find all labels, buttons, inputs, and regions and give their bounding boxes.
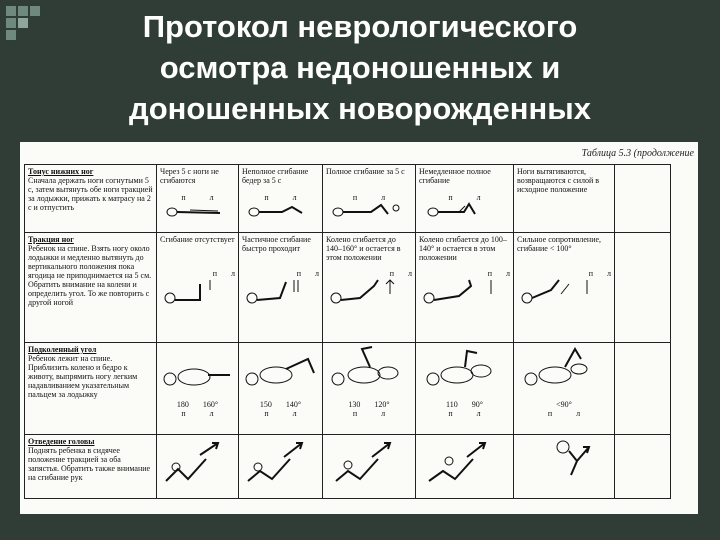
score-cell	[514, 343, 615, 435]
leg-label-left: л	[292, 409, 297, 418]
score-cell	[416, 435, 514, 499]
head-lag-figure	[517, 437, 609, 489]
head-lag-figure	[160, 437, 234, 489]
leg-label-left: л	[408, 269, 412, 278]
score-cell	[514, 233, 615, 343]
test-description: Поднять ребенка в сидячее положение тракцией за оба запястья. Обратить также внимание на сгибание рук	[28, 446, 151, 482]
leg-label-left: л	[209, 409, 214, 418]
infant-posture-figure	[160, 278, 234, 308]
score-cell	[157, 435, 239, 499]
score-cell	[514, 435, 615, 499]
angle-value: 120°	[374, 400, 390, 409]
angle-value: 160°	[202, 400, 219, 409]
infant-posture-figure	[517, 278, 607, 308]
leg-label-left: л	[576, 409, 581, 418]
slide-title-line: осмотра недоношенных и	[159, 50, 561, 85]
test-description-cell	[25, 165, 157, 233]
head-lag-figure	[326, 437, 410, 489]
test-title: Отведение головы	[28, 437, 95, 446]
table-row	[25, 435, 671, 499]
score-cell	[323, 165, 416, 233]
score-cell	[157, 165, 239, 233]
test-description: Ребенок на спине. Взять ногу около лодыжки и медленно вытянуть до вертикального положения пока ягодица не приподнимается на 5 см. Обратить внимание на колени и определить угол. То же повторить с другой ногой	[28, 244, 152, 307]
table-row	[25, 165, 671, 233]
leg-label-right: п	[547, 409, 553, 418]
empty-cell	[615, 233, 671, 343]
test-title: Тракция ног	[28, 235, 74, 244]
leg-label-right: п	[181, 193, 186, 202]
leg-label-left: л	[506, 269, 510, 278]
empty-cell	[615, 165, 671, 233]
slide-title-line: Протокол неврологического	[142, 9, 578, 44]
score-cell	[323, 233, 416, 343]
test-description: Сначала держать ноги согнутыми 5 с, затем вытянуть обе ноги тракцией за лодыжки, прижать к матрасу на 2 с и отпустить	[28, 176, 153, 212]
leg-label-right: п	[448, 193, 453, 202]
score-text: Немедленное полное сгибание	[419, 167, 491, 185]
infant-posture-figure	[419, 278, 509, 308]
test-description-cell	[25, 233, 157, 343]
score-text: Полное сгибание за 5 с	[326, 167, 405, 176]
table-row	[25, 233, 671, 343]
leg-label-right: п	[389, 269, 394, 278]
score-text: Частичное сгибание быстро проходит	[242, 235, 311, 253]
leg-label-left: л	[381, 193, 386, 202]
angle-value: 110	[446, 400, 458, 409]
score-cell	[239, 343, 323, 435]
angle-value: 130	[348, 400, 361, 409]
head-lag-figure	[419, 437, 509, 489]
test-description-cell	[25, 343, 157, 435]
slide-title-line: доношенных новорожденных	[129, 91, 591, 126]
popliteal-angle-figure	[517, 345, 609, 397]
leg-label-right: п	[264, 409, 269, 418]
popliteal-angle-figure	[242, 345, 318, 397]
leg-label-right: п	[264, 193, 269, 202]
angle-value: 150	[259, 400, 272, 409]
leg-label-left: л	[315, 269, 319, 278]
popliteal-angle-figure	[326, 345, 410, 397]
infant-posture-figure	[242, 202, 312, 220]
leg-label-left: л	[209, 193, 214, 202]
test-title: Подколенный угол	[28, 345, 97, 354]
score-text: Колено сгибается до 140–160° и остается в этом положении	[326, 235, 401, 262]
test-description-cell	[25, 435, 157, 499]
score-cell	[514, 165, 615, 233]
leg-label-right: п	[448, 409, 453, 418]
popliteal-angle-figure	[160, 345, 234, 397]
infant-posture-figure	[326, 202, 406, 220]
leg-label-right: п	[181, 409, 186, 418]
empty-cell	[615, 435, 671, 499]
leg-label-left: л	[381, 409, 386, 418]
leg-label-right: п	[352, 193, 358, 202]
infant-posture-figure	[419, 202, 499, 220]
infant-posture-figure	[242, 278, 318, 308]
score-text: Неполное сгибание бедер за 5 с	[242, 167, 309, 185]
score-text: Колено сгибается до 100–140° и остается в этом положении	[419, 235, 507, 262]
head-lag-figure	[242, 437, 318, 489]
table-row	[25, 343, 671, 435]
popliteal-angle-figure	[419, 345, 509, 397]
slide-title	[60, 6, 660, 129]
score-cell	[416, 165, 514, 233]
leg-label-left: л	[476, 193, 481, 202]
leg-label-left: л	[476, 409, 481, 418]
score-text: Сгибание отсутствует	[160, 235, 235, 244]
leg-label-right: п	[352, 409, 358, 418]
score-cell	[157, 343, 239, 435]
angle-value: <90°	[556, 400, 572, 409]
leg-label-left: л	[607, 269, 611, 278]
score-cell	[323, 435, 416, 499]
leg-label-right: п	[212, 269, 217, 278]
score-cell	[416, 343, 514, 435]
angle-value: 180	[176, 400, 189, 409]
score-cell	[416, 233, 514, 343]
neuro-exam-table	[24, 164, 671, 499]
score-cell	[157, 233, 239, 343]
leg-label-left: л	[231, 269, 235, 278]
score-text: Сильное сопротивление, сгибание < 100°	[517, 235, 602, 253]
leg-label-left: л	[292, 193, 297, 202]
empty-cell	[615, 343, 671, 435]
leg-label-right: п	[487, 269, 492, 278]
score-cell	[239, 165, 323, 233]
angle-value: 140°	[285, 400, 302, 409]
score-cell	[323, 343, 416, 435]
score-text: Ноги вытягиваются, возвращаются с силой в исходное положение	[517, 167, 600, 194]
leg-label-right: п	[588, 269, 593, 278]
test-title: Тонус нижних ног	[28, 167, 94, 176]
infant-posture-figure	[160, 202, 230, 220]
test-description: Ребенок лежит на спине. Приблизить колено и бедро к животу, выпрямить ногу легким надавливанием указательным пальцем за лодыжку	[28, 354, 138, 399]
angle-value: 90°	[471, 400, 483, 409]
score-text: Через 5 с ноги не сгибаются	[160, 167, 219, 185]
score-cell	[239, 435, 323, 499]
table-caption: Таблица 5.3 (продолжение	[581, 148, 694, 159]
score-cell	[239, 233, 323, 343]
infant-posture-figure	[326, 278, 412, 308]
scanned-table-image	[20, 142, 698, 514]
decorative-squares	[6, 6, 66, 46]
leg-label-right: п	[296, 269, 301, 278]
